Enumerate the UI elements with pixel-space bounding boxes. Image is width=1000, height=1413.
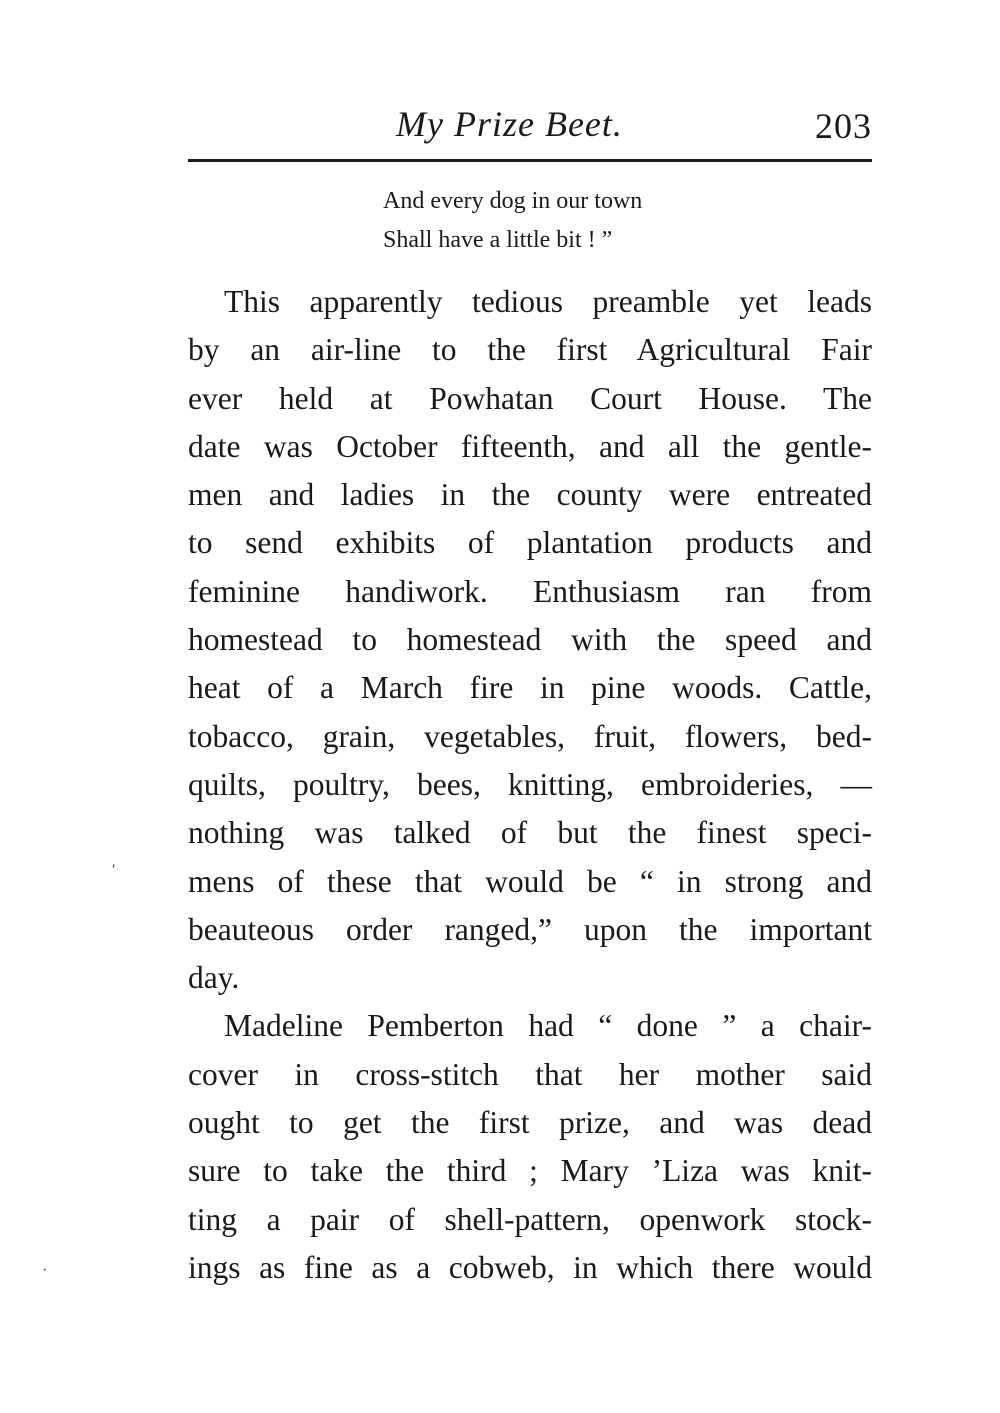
verse-quotation <box>383 182 642 260</box>
text-line: nothing was talked of but the finest speci- <box>188 815 872 851</box>
paragraph-1 <box>188 278 872 1002</box>
header-rule <box>188 159 872 162</box>
verse-line: Shall have a little bit ! ” <box>383 227 613 253</box>
text-line: to send exhibits of plantation products and <box>188 525 872 561</box>
paragraph-2 <box>188 1002 872 1292</box>
text-line: This apparently tedious preamble yet leads <box>224 284 872 319</box>
text-line: heat of a March fire in pine woods. Cattle, <box>188 670 872 706</box>
text-line: men and ladies in the county were entreated <box>188 477 872 513</box>
text-line: sure to take the third ; Mary ’Liza was knit- <box>188 1153 872 1189</box>
verse-line: And every dog in our town <box>383 188 643 214</box>
text-line: Madeline Pemberton had “ done ” a chair- <box>224 1008 872 1044</box>
text-line: ings as fine as a cobweb, in which there would <box>188 1249 872 1285</box>
stray-ink-mark: ′ <box>112 862 116 879</box>
text-line: mens of these that would be “ in strong and <box>188 863 872 899</box>
text-line: ting a pair of shell-pattern, openwork stock- <box>188 1201 872 1237</box>
running-head <box>188 103 872 153</box>
text-line: by an air-line to the first Agricultural Fair <box>188 332 872 368</box>
text-line: cover in cross-stitch that her mother said <box>188 1056 872 1092</box>
text-line: quilts, poultry, bees, knitting, embroideries, — <box>188 766 872 802</box>
text-line: date was October fifteenth, and all the gentle- <box>188 428 872 464</box>
text-line: homestead to homestead with the speed and <box>188 622 872 658</box>
running-title: My Prize Beet. <box>396 104 623 144</box>
stray-ink-dot: · <box>42 1262 48 1279</box>
text-line: tobacco, grain, vegetables, fruit, flowers, bed- <box>188 718 872 754</box>
text-line: ought to get the first prize, and was dead <box>188 1105 872 1141</box>
text-line: day. <box>188 960 240 996</box>
text-line: ever held at Powhatan Court House. The <box>188 380 872 416</box>
page-number: 203 <box>815 106 872 146</box>
text-line: beauteous order ranged,” upon the important <box>188 911 872 947</box>
body-text <box>188 278 872 1292</box>
text-line: feminine handiwork. Enthusiasm ran from <box>188 573 872 609</box>
